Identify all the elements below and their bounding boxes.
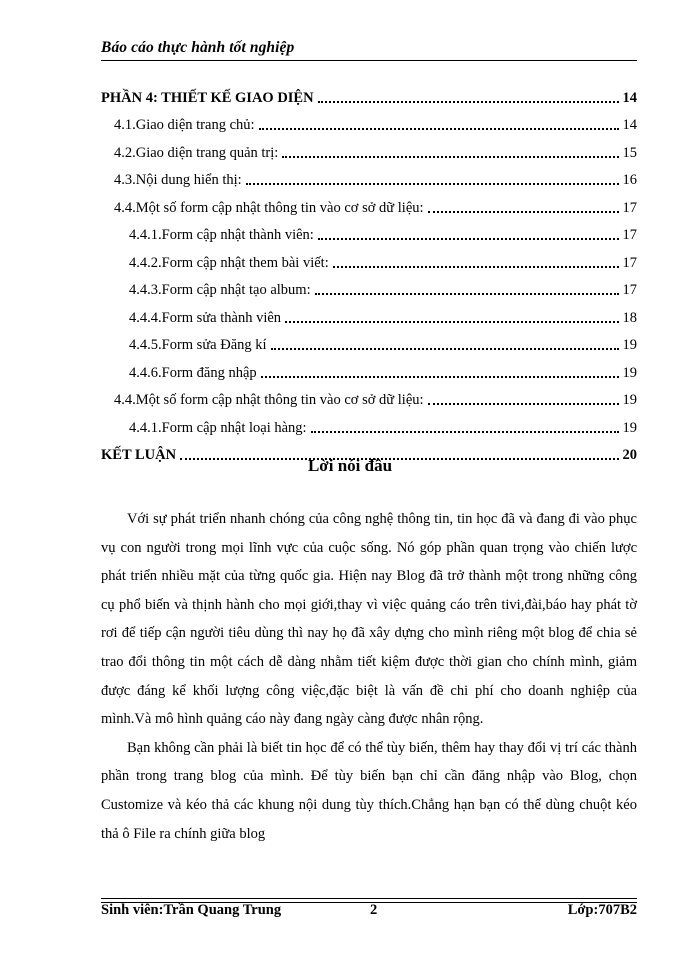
toc-entry-page: 17 [622, 227, 637, 243]
toc-entry-label: 4.4.Một số form cập nhật thông tin vào cơ sở dữ liệu: [114, 199, 424, 216]
toc-dot-leader [285, 321, 619, 323]
paragraph-2: Bạn không cần phải là biết tin học để có thể tùy biến, thêm hay thay đổi vị trí các thành phần trong trang blog của mình. Để tùy biến bạn chỉ cần đăng nhập vào Blog, chọn Customize và kéo thả các khung nội dung tùy thích.Chẳng hạn bạn có thể dùng chuột kéo thả ô File ra chính giữa blog [101, 739, 637, 842]
toc-entry-page: 19 [622, 392, 637, 408]
toc-entry-page: 19 [622, 419, 637, 436]
footer-class: Lớp:707B2 [567, 902, 637, 918]
toc-entry[interactable] [101, 163, 637, 191]
header-rule [101, 60, 637, 61]
toc-entry-page: 16 [622, 172, 637, 188]
toc-entry-label: 4.4.3.Form cập nhật tạo album: [129, 282, 311, 298]
footer-page-number: 2 [370, 902, 378, 918]
section-title: Lời nói đầu [307, 456, 393, 475]
toc-entry-label: 4.4.1.Form cập nhật thành viên: [129, 227, 314, 243]
toc-entry-page: 17 [622, 282, 637, 298]
toc-entry[interactable] [101, 328, 637, 356]
toc-dot-leader [428, 211, 619, 213]
toc-dot-leader [259, 128, 619, 130]
toc-entry-label: 4.4.6.Form đăng nhập [129, 364, 257, 381]
toc-entry-label: KẾT LUẬN [101, 447, 177, 463]
toc-entry-label: 4.4.Một số form cập nhật thông tin vào cơ sở dữ liệu: [114, 392, 424, 408]
toc-entry-label: 4.1.Giao diện trang chủ: [114, 117, 255, 133]
toc-entry-label: 4.3.Nội dung hiển thị: [114, 172, 242, 188]
body-text [101, 505, 637, 848]
toc-entry[interactable] [101, 273, 637, 301]
toc-dot-leader [246, 183, 619, 185]
toc-dot-leader [282, 156, 619, 158]
toc-entry-page: 18 [622, 309, 637, 326]
toc-entry[interactable] [101, 108, 637, 136]
toc-dot-leader [311, 431, 619, 433]
toc-entry-label: PHẦN 4: THIẾT KẾ GIAO DIỆN [101, 89, 314, 106]
toc-entry[interactable] [101, 218, 637, 246]
toc-entry[interactable] [101, 300, 637, 328]
toc-entry[interactable] [101, 410, 637, 438]
toc-entry-page: 17 [622, 254, 637, 271]
toc-dot-leader [261, 376, 619, 378]
toc-dot-leader [318, 238, 619, 240]
toc-entry-page: 17 [622, 199, 637, 216]
toc-entry[interactable] [101, 245, 637, 273]
toc-dot-leader [333, 266, 619, 268]
toc-entry-page: 14 [622, 117, 637, 133]
toc-entry-label: 4.4.5.Form sửa Đăng kí [129, 337, 267, 353]
toc-entry-label: 4.2.Giao diện trang quản trị: [114, 144, 279, 161]
toc-entry[interactable] [101, 190, 637, 218]
toc-dot-leader [271, 348, 619, 350]
toc-entry-page: 14 [622, 89, 637, 106]
header-title: Báo cáo thực hành tốt nghiệp [101, 39, 295, 56]
toc-entry-label: 4.4.4.Form sửa thành viên [129, 309, 282, 326]
toc-entry-label: 4.4.2.Form cập nhật them bài viết: [129, 254, 329, 271]
toc-dot-leader [428, 403, 619, 405]
toc-dot-leader [318, 101, 619, 103]
toc-entry[interactable] [101, 383, 637, 411]
footer-student-name: Sinh viên:Trần Quang Trung [101, 902, 282, 918]
toc-dot-leader [315, 293, 619, 295]
toc-entry-page: 15 [622, 144, 637, 161]
table-of-contents [101, 80, 637, 465]
paragraph-1: Với sự phát triển nhanh chóng của công nghệ thông tin, tin học đã và đang đi vào phục vụ con người trong mọi lĩnh vực của cuộc sống. Nó góp phần quan trọng vào chiến lược phát triển nhiều mặt của từng quốc gia. Hiện nay Blog đã trở thành một trong những công cụ phổ biến và thịnh hành cho mọi giới,thay vì việc quảng cáo trên tivi,đài,báo hay phát tờ rơi để tiếp cận người tiêu dùng thì nay họ đã xây dựng cho mình riêng một blog để chia sẻ trao đổi thông tin một cách dễ dàng nhằm tiết kiệm được thời gian cho chính mình, giảm được đáng kể khối lượng công việc,đặc biệt là vấn đề chi phí cho doanh nghiệp của mình.Và mô hình quảng cáo này đang ngày càng được nhân rộng. [101, 511, 637, 728]
toc-entry-page: 20 [622, 447, 637, 463]
toc-entry[interactable] [101, 80, 637, 108]
toc-entry-page: 19 [622, 337, 637, 353]
toc-entry[interactable] [101, 135, 637, 163]
toc-entry[interactable] [101, 355, 637, 383]
toc-entry-label: 4.4.1.Form cập nhật loại hàng: [129, 419, 307, 436]
toc-entry-page: 19 [622, 364, 637, 381]
